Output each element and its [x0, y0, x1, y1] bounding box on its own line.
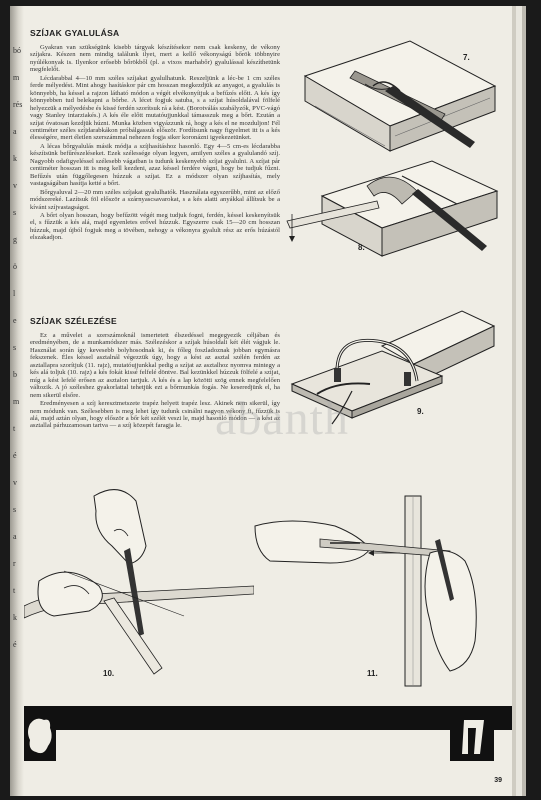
page-number: 39: [494, 777, 502, 784]
figure-7-label: 7.: [463, 53, 470, 62]
binder-edge-letter: a: [13, 532, 17, 541]
figure-8-illustration: [282, 156, 502, 266]
paragraph: Eredményesen a szíj keresztmetszete trapéz helyett trapéz lesz. Akinek nem sikerül, így nem módunk van. Szélesebben is meg lehet így tudunk csinálni nagyon vékony fi, fűzzük is alá, majd aztán olyan, hogy először a bőr két szélét veszi le, majd hasonló módon — a kést az asztallal párhuzamosan tartva — a szíj közepét faragja le.: [30, 400, 280, 430]
binder-edge-letter: s: [13, 208, 17, 217]
binder-edge-letter: v: [13, 181, 17, 190]
paragraph: A bőrt olyan hosszan, hogy befűzött végét meg tudjuk fogni, ferdén, késsel keskenyítsük el, s fűzzük a kés alá, majd egyenletes erővel húzzuk. Egyszerre csak 15—20 cm hosszan húzzuk, majd újból fogjuk meg a tövében, nehogy a vékonyra gyalult rész az erős húzástól elszakadjon.: [30, 211, 280, 242]
binder-edge-letter: r: [13, 559, 16, 568]
text-column-gyalulas: [30, 44, 280, 243]
figure-8-label: 8.: [358, 243, 365, 252]
binder-edge-letter: s: [13, 343, 17, 352]
binder-edge-letter: m: [13, 73, 20, 82]
binder-edge-letter: k: [13, 154, 17, 163]
paragraph: Bőrgyaluval 2—20 mm széles szíjakat gyalulhatók. Használata egyszerűbb, mint az előző módszereké. Lazítsuk föl először a szárnyascsavarokat, s a kés alatti anyákkal állítsuk be a kívánt szíjvastagságot.: [30, 188, 280, 211]
binder-edge-letter: t: [13, 586, 16, 595]
figure-9-label: 9.: [417, 407, 424, 416]
binder-edge-letter: v: [13, 478, 17, 487]
paragraph: Gyakran van szükségünk kisebb tárgyak készítésekor nem csak keskeny, de vékony szíjakra. Készen nem mindig találunk ilyet, mert a kellő vékonyságú bőrök többnyire nyúlékonyak is. Ilyenkor erősebb bőrökből (pl. a vixos marhabőr) gyalulással készíthetünk megfelelőt.: [30, 44, 280, 74]
binder-edge-letter: a: [13, 127, 17, 136]
leather-strip-icon: [450, 706, 494, 761]
watermark-text: abanth: [215, 392, 349, 445]
binder-edge-letter: t: [13, 424, 16, 433]
section-title-szelezese: SZÍJAK SZÉLEZÉSE: [30, 316, 117, 326]
binder-edge-letter: m: [13, 397, 20, 406]
binder-edge-letter: e: [13, 316, 17, 325]
footer-right-box: [450, 706, 494, 761]
figure-11-illustration: [250, 491, 500, 691]
figure-10-label: 10.: [103, 669, 115, 678]
paragraph: A lécas bőrgyalulás másik módja a szíjhasításhoz hasonló. Egy 4—5 cm-es lécdarabba készítsünk befűrészeléseket. Ezek szélessége olyan legyen, amilyen széles a gyalulandó szíj. Nagyobb odafigyeléssel szélesebb vágatban is tudunk keskenyebb szíjat gyalulni. A szíjat pár centiméter hosszan itt is meg kell kezdeni, azaz késsel ferdére vágni, hogy be tudjuk fűzni. Befűzés után függőlegesen húzzuk a szíjat. Ez a módszer olyan szíjhasítás, mely vastagságában hasítja ketté a bőrt.: [30, 142, 280, 188]
paragraph: Lécdarabbal 4—10 mm széles szíjakat gyalulhatunk. Reszeljünk a léc-be 1 cm széles ferde mélyedést. Mint ahogy hasításkor pár cm hosszan megkezdjük az anyagot, a gyalulás is könnyebb, ha késsel a rajzon látható módon a végét elvékonyítjuk a befűzés előtt. A kés így könnyebben tud belekapni a bőrbe. A lécet fogjuk satuba, s a szíjat húsoldalával fölfelé helyezzük a mélyedésbe és kissé ferdén szorítsuk rá a kést. (Borotválás szabályzók, PVC-vágó vagy Stanley intarziakés.) A kés éle előtt mutatóujjunkkal támasszuk meg a bőrt. Ezután a szíjat óvatosan kezdjük húzni. Munka közben vigyázzunk rá, hogy a kés el ne mozduljon! Fél centiméter széles szíjdarabkákon próbálgassuk először. Fordítsunk nagy figyelmet itt is a kés élességére, mert életlen szerszámmal nehezen fogja siker koronázni igyekezetünket.: [30, 74, 280, 142]
figure-10-illustration: [24, 476, 254, 691]
section-title-gyalulas: SZÍJAK GYALULÁSA: [30, 28, 120, 38]
footer-bar: [24, 706, 512, 730]
binder-edge-letter: rés: [13, 100, 23, 109]
binder-edge-letter: l: [13, 289, 16, 298]
binder-edge-letter: b: [13, 370, 17, 379]
figure-11-label: 11.: [367, 669, 378, 678]
binder-edge-letter: ö: [13, 262, 17, 271]
leather-hide-icon: [24, 706, 56, 761]
binder-edge-letter: s: [13, 505, 17, 514]
binder-edge-letter: k: [13, 613, 17, 622]
binder-edge-letter: g: [13, 235, 17, 244]
binder-edge-letter: é: [13, 640, 17, 649]
binder-edge-letter: bó: [13, 46, 21, 55]
footer-left-box: [24, 706, 56, 761]
book-page: [10, 6, 516, 796]
binder-edge-letter: é: [13, 451, 17, 460]
paragraph: Ez a művelet a szerszámoknál ismertetett élszedéssel megegyezik céljában és eredményében, de a munkamódszer más. Szélezéskor a szíjak húsoldali két élét vágjuk le. Használat során így kevesebb bolyhosodnak ki, és főleg foszladoznak jobban egymásra fekszenek. Éles késsel asztalnál végezzük úgy, hogy a kést az asztal szélén ferdén az asztallapra szorítjuk (11. rajz), mutatóujjunkkal pedig a szíjat az asztalhoz nyomva mintegy a kés alá toljuk (10. rajz) a kés fokát kissé felfelé döntve. Bal kezünkkel húzzuk fölfelé a szíjat, míg a kést lefelé erősen az asztalon tartjuk. A kés és a lap közötti szög ennek megfelelően változik. A jó széleshez gyakorlattal tehetjük ezt a bőrmunkás fogás. Ne keseredjünk el, ha nem sikerül elsőre.: [30, 332, 280, 399]
